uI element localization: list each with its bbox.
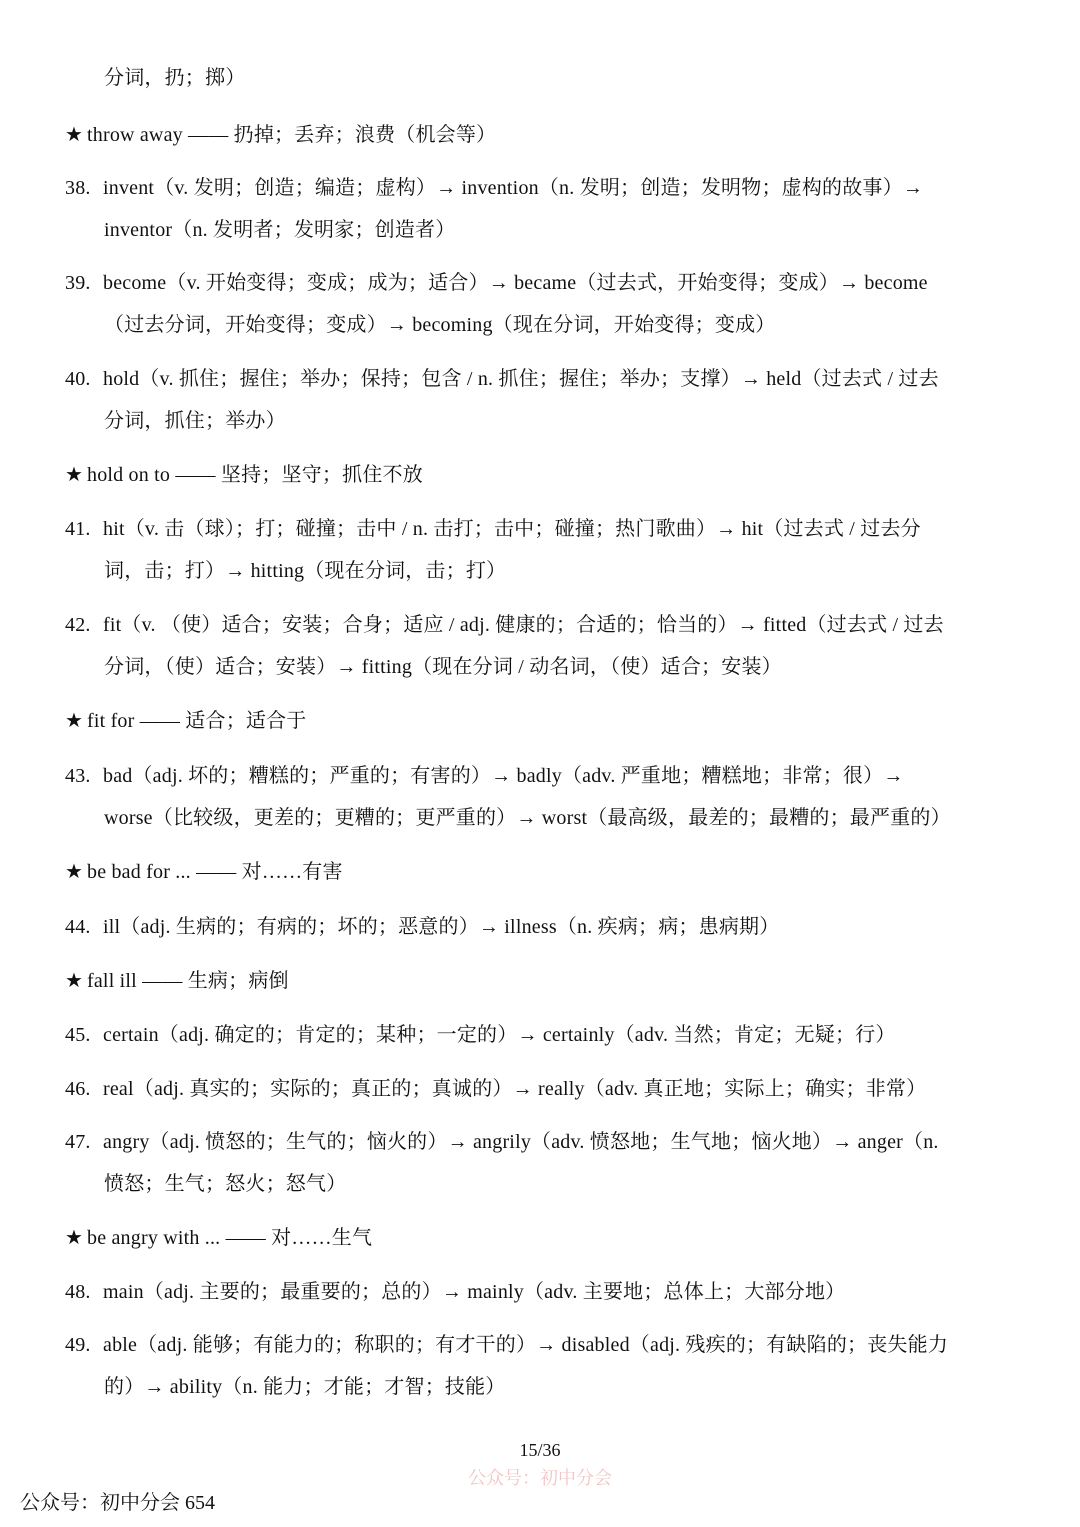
phrase-entry bbox=[65, 461, 423, 489]
entry-continuation bbox=[104, 557, 506, 585]
vocab-entry bbox=[65, 174, 923, 202]
entry-text: angry（adj. 愤怒的；生气的；恼火的）→ angrily（adv. 愤怒地；生气地；恼火地）→ anger（n. bbox=[103, 1131, 939, 1153]
entry-text: （过去分词，开始变得；变成）→ becoming（现在分词，开始变得；变成） bbox=[104, 314, 776, 336]
vocab-entry bbox=[65, 365, 939, 393]
entry-text: able（adj. 能够；有能力的；称职的；有才干的）→ disabled（adj. 残疾的；有缺陷的；丧失能力 bbox=[103, 1334, 949, 1356]
star-icon: ★ bbox=[65, 124, 84, 146]
entry-text: hold（v. 抓住；握住；举办；保持；包含 / n. 抓住；握住；举办；支撑）→ held（过去式 / 过去 bbox=[103, 368, 939, 390]
vocab-entry bbox=[65, 1075, 926, 1103]
entry-text: worse（比较级，更差的；更糟的；更严重的）→ worst（最高级，最差的；最糟的；最严重的） bbox=[104, 807, 951, 829]
entry-text: real（adj. 真实的；实际的；真正的；真诚的）→ really（adv. 真正地；实际上；确实；非常） bbox=[103, 1078, 927, 1100]
vocab-entry bbox=[65, 611, 944, 639]
vocab-entry bbox=[65, 1331, 948, 1359]
entry-text: become（v. 开始变得；变成；成为；适合）→ became（过去式，开始变得；变成）→ become bbox=[103, 272, 928, 294]
phrase-entry bbox=[65, 858, 343, 886]
account-label: 公众号：初中分会 654 bbox=[20, 1492, 215, 1514]
entry-number: 41. bbox=[65, 518, 91, 540]
vocab-entry bbox=[65, 1278, 845, 1306]
entry-text: certain（adj. 确定的；肯定的；某种；一定的）→ certainly（adv. 当然；肯定；无疑；行） bbox=[103, 1024, 896, 1046]
entry-number: 44. bbox=[65, 916, 91, 938]
entry-text: hold on to —— 坚持；坚守；抓住不放 bbox=[87, 464, 423, 486]
entry-number: 40. bbox=[65, 368, 91, 390]
entry-number: 47. bbox=[65, 1131, 91, 1153]
entry-text: invent（v. 发明；创造；编造；虚构）→ invention（n. 发明；创造；发明物；虚构的故事）→ bbox=[103, 177, 924, 199]
entry-continuation bbox=[104, 407, 286, 435]
entry-number: 49. bbox=[65, 1334, 91, 1356]
entry-text: 词，击；打）→ hitting（现在分词，击；打） bbox=[104, 560, 507, 582]
phrase-entry bbox=[65, 707, 307, 735]
entry-text: be angry with ... —— 对……生气 bbox=[87, 1227, 373, 1249]
entry-text: 的）→ ability（n. 能力；才能；才智；技能） bbox=[104, 1376, 506, 1398]
phrase-entry bbox=[65, 967, 289, 995]
entry-text: hit（v. 击（球）；打；碰撞；击中 / n. 击打；击中；碰撞；热门歌曲）→ hit（过去式 / 过去分 bbox=[103, 518, 921, 540]
vocab-entry bbox=[65, 1021, 896, 1049]
entry-text: fit（v. （使）适合；安装；合身；适应 / adj. 健康的；合适的；恰当的）→ fitted（过去式 / 过去 bbox=[103, 614, 944, 636]
entry-text: be bad for ... —— 对……有害 bbox=[87, 861, 343, 883]
star-icon: ★ bbox=[65, 710, 84, 732]
entry-text: 分词，扔；掷） bbox=[104, 67, 246, 89]
star-icon: ★ bbox=[65, 464, 84, 486]
entry-continuation bbox=[104, 64, 245, 92]
entry-number: 46. bbox=[65, 1078, 91, 1100]
entry-number: 39. bbox=[65, 272, 91, 294]
vocab-entry bbox=[65, 515, 921, 543]
entry-continuation bbox=[104, 216, 455, 244]
entry-text: 分词，（使）适合；安装）→ fitting（现在分词 / 动名词，（使）适合；安装） bbox=[104, 656, 782, 678]
star-icon: ★ bbox=[65, 970, 84, 992]
entry-text: fit for —— 适合；适合于 bbox=[87, 710, 307, 732]
entry-text: throw away —— 扔掉；丢弃；浪费（机会等） bbox=[87, 124, 497, 146]
entry-text: ill（adj. 生病的；有病的；坏的；恶意的）→ illness（n. 疾病；病；患病期） bbox=[103, 916, 780, 938]
entry-number: 48. bbox=[65, 1281, 91, 1303]
entry-number: 45. bbox=[65, 1024, 91, 1046]
vocab-entry bbox=[65, 762, 904, 790]
entry-number: 42. bbox=[65, 614, 91, 636]
entry-continuation bbox=[104, 311, 775, 339]
vocab-entry bbox=[65, 1128, 939, 1156]
page-number: 15/36 bbox=[519, 1440, 561, 1460]
entry-text: main（adj. 主要的；最重要的；总的）→ mainly（adv. 主要地；总体上；大部分地） bbox=[103, 1281, 846, 1303]
entry-number: 43. bbox=[65, 765, 91, 787]
star-icon: ★ bbox=[65, 1227, 84, 1249]
phrase-entry bbox=[65, 1224, 372, 1252]
entry-text: inventor（n. 发明者；发明家；创造者） bbox=[104, 219, 456, 241]
entry-continuation bbox=[104, 1170, 346, 1198]
star-icon: ★ bbox=[65, 861, 84, 883]
entry-text: fall ill —— 生病；病倒 bbox=[87, 970, 289, 992]
entry-number: 38. bbox=[65, 177, 91, 199]
entry-text: 愤怒；生气；怒火；怒气） bbox=[104, 1173, 347, 1195]
vocab-entry bbox=[65, 913, 779, 941]
entry-continuation bbox=[104, 804, 951, 832]
entry-text: bad（adj. 坏的；糟糕的；严重的；有害的）→ badly（adv. 严重地；糟糕地；非常；很）→ bbox=[103, 765, 904, 787]
vocab-entry bbox=[65, 269, 928, 297]
entry-text: 分词，抓住；举办） bbox=[104, 410, 286, 432]
watermark: 公众号：初中分会 bbox=[468, 1468, 612, 1488]
entry-continuation bbox=[104, 1373, 506, 1401]
phrase-entry bbox=[65, 121, 496, 149]
entry-continuation bbox=[104, 653, 782, 681]
